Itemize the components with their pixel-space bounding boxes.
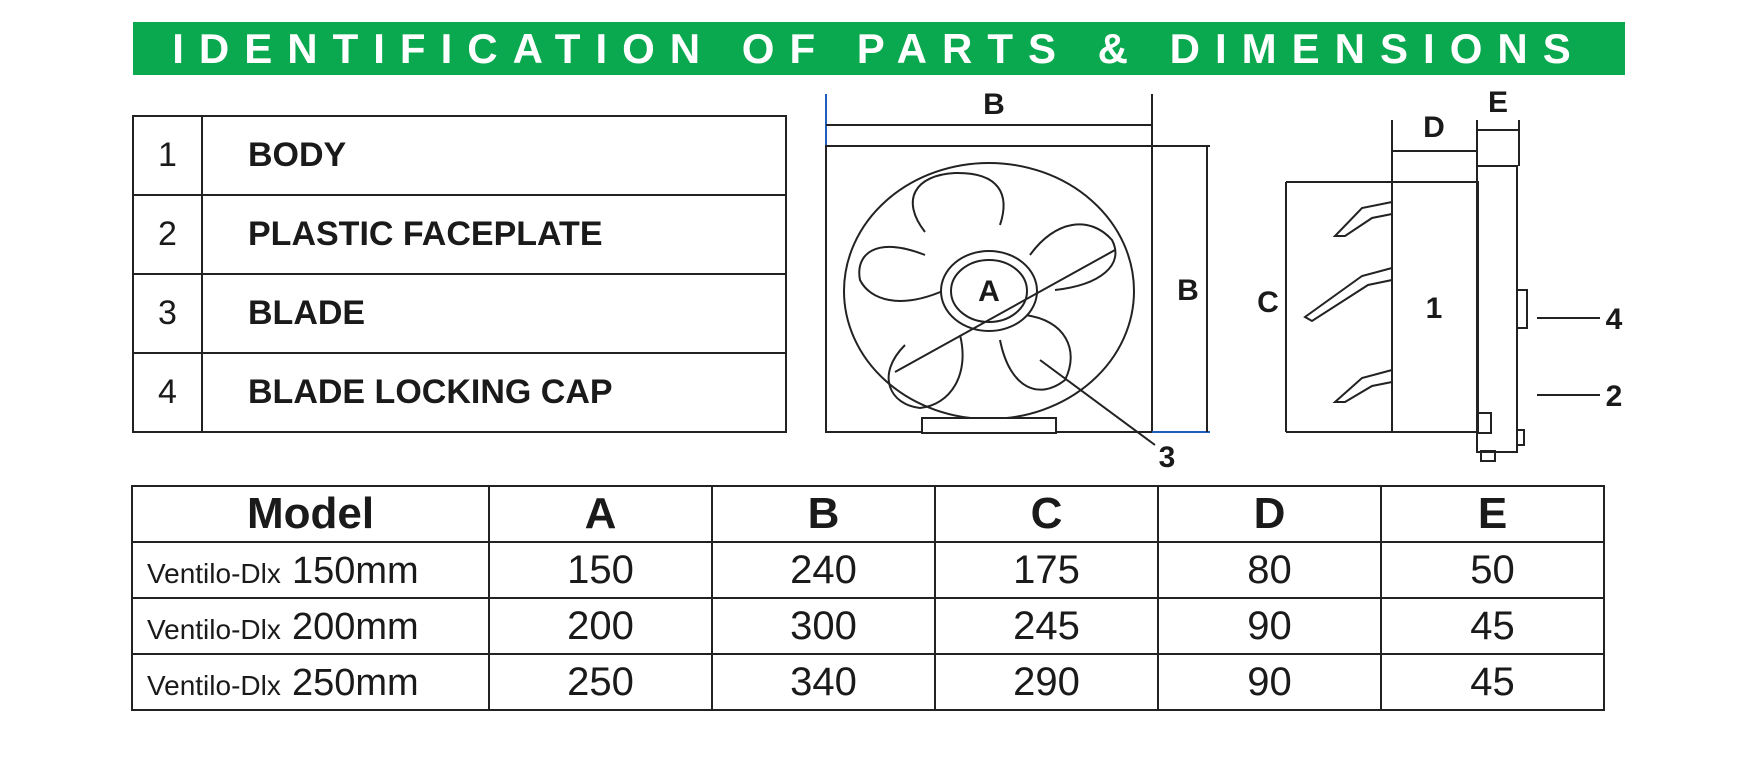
model-size: 150mm: [291, 549, 419, 592]
part-name: BLADE LOCKING CAP: [202, 353, 786, 432]
faceplate-callout-label: 2: [1605, 380, 1623, 413]
faceplate-side: [1477, 166, 1517, 452]
column-header: B: [712, 486, 935, 542]
model-name: Ventilo-Dlx: [147, 613, 281, 645]
front-width-label: B: [983, 88, 1005, 121]
column-header: Model: [132, 486, 489, 542]
part-number: 4: [133, 353, 202, 432]
mounting-bracket: [1335, 370, 1392, 402]
column-header: E: [1381, 486, 1604, 542]
dimension-b-cell: 300: [712, 598, 935, 654]
dimension-b-cell: 240: [712, 542, 935, 598]
dimension-a-cell: 150: [489, 542, 712, 598]
base-stand: [922, 418, 1056, 433]
table-header-row: [132, 486, 1604, 542]
dimension-c-cell: 245: [935, 598, 1158, 654]
blade-callout-label: 3: [1158, 441, 1176, 474]
table-row: [132, 598, 1604, 654]
dimension-a-cell: 250: [489, 654, 712, 710]
front-height-label: B: [1177, 274, 1199, 307]
side-height-label: C: [1257, 286, 1279, 319]
side-depth-label: D: [1423, 111, 1445, 144]
model-name: Ventilo-Dlx: [147, 669, 281, 701]
model-size: 250mm: [291, 661, 419, 704]
dimension-c-cell: 290: [935, 654, 1158, 710]
cap-callout-label: 4: [1605, 303, 1623, 336]
blade-shape: [859, 247, 945, 301]
part-name: BODY: [202, 116, 786, 195]
dimension-e-cell: 45: [1381, 598, 1604, 654]
dimensions-table: [131, 485, 1605, 711]
hub-label: A: [978, 275, 1000, 308]
mounting-bracket: [1305, 268, 1392, 321]
blade-shape: [889, 335, 963, 408]
dimension-b-cell: 340: [712, 654, 935, 710]
dimension-d-cell: 90: [1158, 654, 1381, 710]
side-cap-depth-label: E: [1487, 86, 1509, 119]
model-cell: [132, 654, 489, 710]
dimension-d-cell: 90: [1158, 598, 1381, 654]
faceplate-clip: [1477, 413, 1491, 433]
front-view: [826, 94, 1210, 445]
dimension-e-cell: 50: [1381, 542, 1604, 598]
body-label: 1: [1425, 292, 1443, 325]
part-number: 1: [133, 116, 202, 195]
column-header: A: [489, 486, 712, 542]
faceplate-tab: [1517, 430, 1524, 445]
table-row: [132, 654, 1604, 710]
dimension-a-cell: 200: [489, 598, 712, 654]
mounting-bracket: [1335, 202, 1392, 236]
locking-cap-side: [1517, 290, 1527, 328]
model-size: 200mm: [291, 605, 419, 648]
table-row: [132, 542, 1604, 598]
part-name: BLADE: [202, 274, 786, 353]
side-view: [1286, 120, 1600, 461]
model-cell: [132, 598, 489, 654]
part-name: PLASTIC FACEPLATE: [202, 195, 786, 274]
dimension-e-cell: 45: [1381, 654, 1604, 710]
blade-shape: [913, 173, 1004, 232]
model-cell: [132, 542, 489, 598]
column-header: C: [935, 486, 1158, 542]
column-header: D: [1158, 486, 1381, 542]
dimension-c-cell: 175: [935, 542, 1158, 598]
model-name: Ventilo-Dlx: [147, 557, 281, 589]
section-banner: IDENTIFICATION OF PARTS & DIMENSIONS: [133, 22, 1625, 75]
dimension-d-cell: 80: [1158, 542, 1381, 598]
part-number: 3: [133, 274, 202, 353]
part-number: 2: [133, 195, 202, 274]
